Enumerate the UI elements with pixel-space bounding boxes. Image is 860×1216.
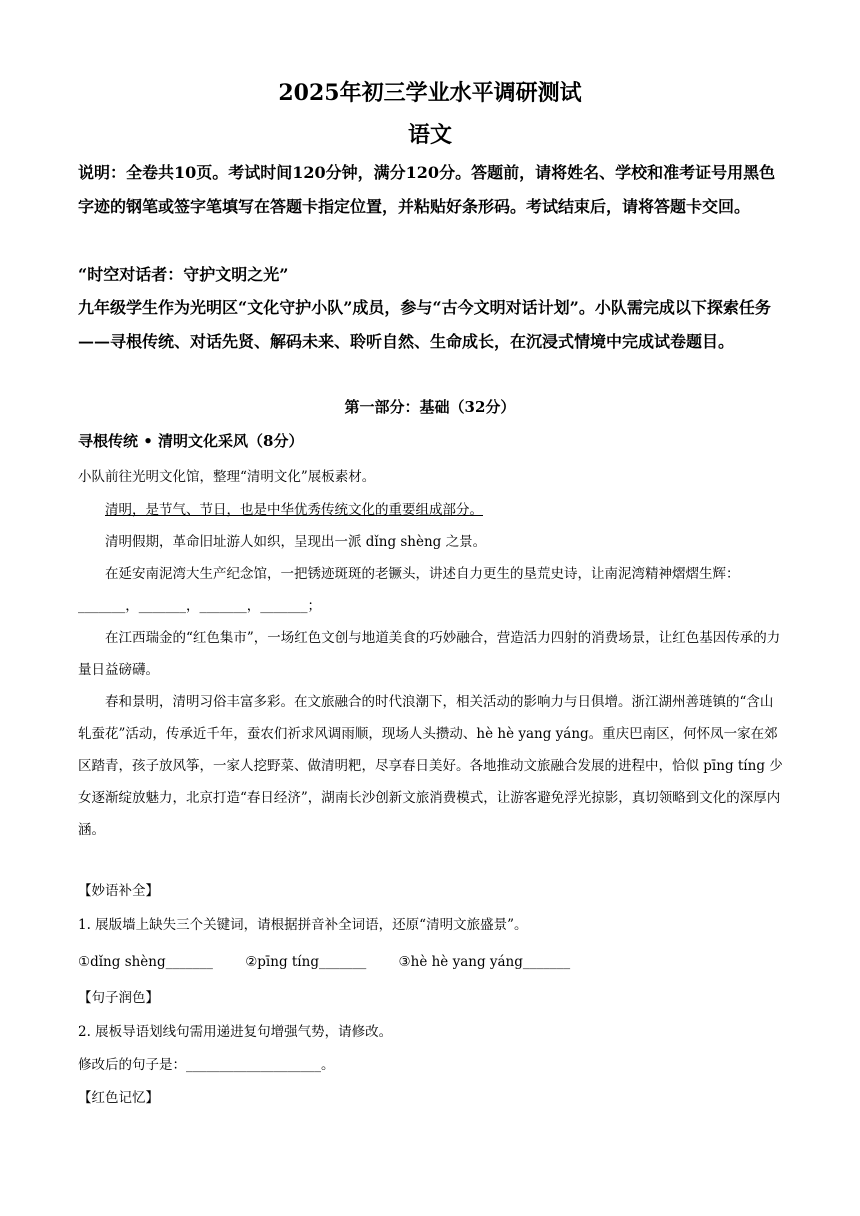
subject-title: 语文 <box>407 122 452 148</box>
question-tag: 【句子润色】 <box>78 990 159 1006</box>
theme-line: “时空对话者：守护文明之光” <box>78 265 289 284</box>
material-paragraph: 春和景明，清明习俗丰富多彩。在文旅融合的时代浪潮下，相关活动的影响力与日俱增。浙江湖州善琏镇的“含山轧蚕花”活动，传承近千年，蚕农们祈求风调雨顺，现场人头攒动、hè hè yang yáng。重庆巴南区，何怀凤一家在郊区踏青，孩子放风筝，一家人挖野菜、做清明粑，尽享春日美好。各地推动文旅融合发展的进程中，恰似 pīng tíng 少女逐渐绽放魅力，北京打造“春日经济”，湖南长沙创新文旅消费模式，让游客避免浮光掠影，真切领略到文化的深厚内涵。 <box>78 694 783 838</box>
instructions: 说明：全卷共10页。考试时间120分钟，满分120分。答题前，请将姓名、学校和准考证号用黑色字迹的钢笔或签字笔填写在答题卡指定位置，并粘贴好条形码。考试结束后，请将答题卡交回。 <box>78 163 776 216</box>
blank-3: ③hè hè yang yáng_______ <box>398 954 571 970</box>
section-heading: 寻根传统 • 清明文化采风（8分） <box>78 432 304 450</box>
materials <box>78 494 786 846</box>
question-tag: 【红色记忆】 <box>78 1090 159 1106</box>
question-2-answer: 修改后的句子是：____________________。 <box>78 1057 335 1073</box>
question-2: 2. 展板导语划线句需用递进复句增强气势，请修改。 <box>78 1024 393 1040</box>
material-paragraph: 在江西瑞金的“红色集市”，一场红色文创与地道美食的巧妙融合，营造活力四射的消费场景，让红色基因传承的力量日益磅礴。 <box>78 630 781 678</box>
question-1: 1. 展版墙上缺失三个关键词，请根据拼音补全词语，还原“清明文旅盛景”。 <box>78 917 528 933</box>
exam-title: 2025年初三学业水平调研测试 <box>278 80 582 106</box>
material-paragraph: 在延安南泥湾大生产纪念馆，一把锈迹斑斑的老镢头，讲述自力更生的垦荒史诗，让南泥湾精神熠熠生辉：_______，_______，_______，_______； <box>78 566 740 614</box>
question-1-blanks <box>78 945 786 979</box>
part-heading: 第一部分：基础（32分） <box>344 398 516 416</box>
blank-1: ①dǐng shèng_______ <box>78 954 213 970</box>
task-intro: 九年级学生作为光明区“文化守护小队”成员，参与“古今文明对话计划”。小队需完成以下探索任务——寻根传统、对话先贤、解码未来、聆听自然、生命成长，在沉浸式情境中完成试卷题目。 <box>78 298 771 351</box>
question-tag: 【妙语补全】 <box>78 883 159 899</box>
material-paragraph: 清明假期，革命旧址游人如织，呈现出一派 dǐng shèng 之景。 <box>105 534 487 550</box>
blank-2: ②pīng tíng_______ <box>245 954 367 970</box>
lead-text: 小队前往光明文化馆，整理“清明文化”展板素材。 <box>78 469 376 485</box>
underlined-sentence: 清明，是节气、节日，也是中华优秀传统文化的重要组成部分。 <box>105 502 483 518</box>
